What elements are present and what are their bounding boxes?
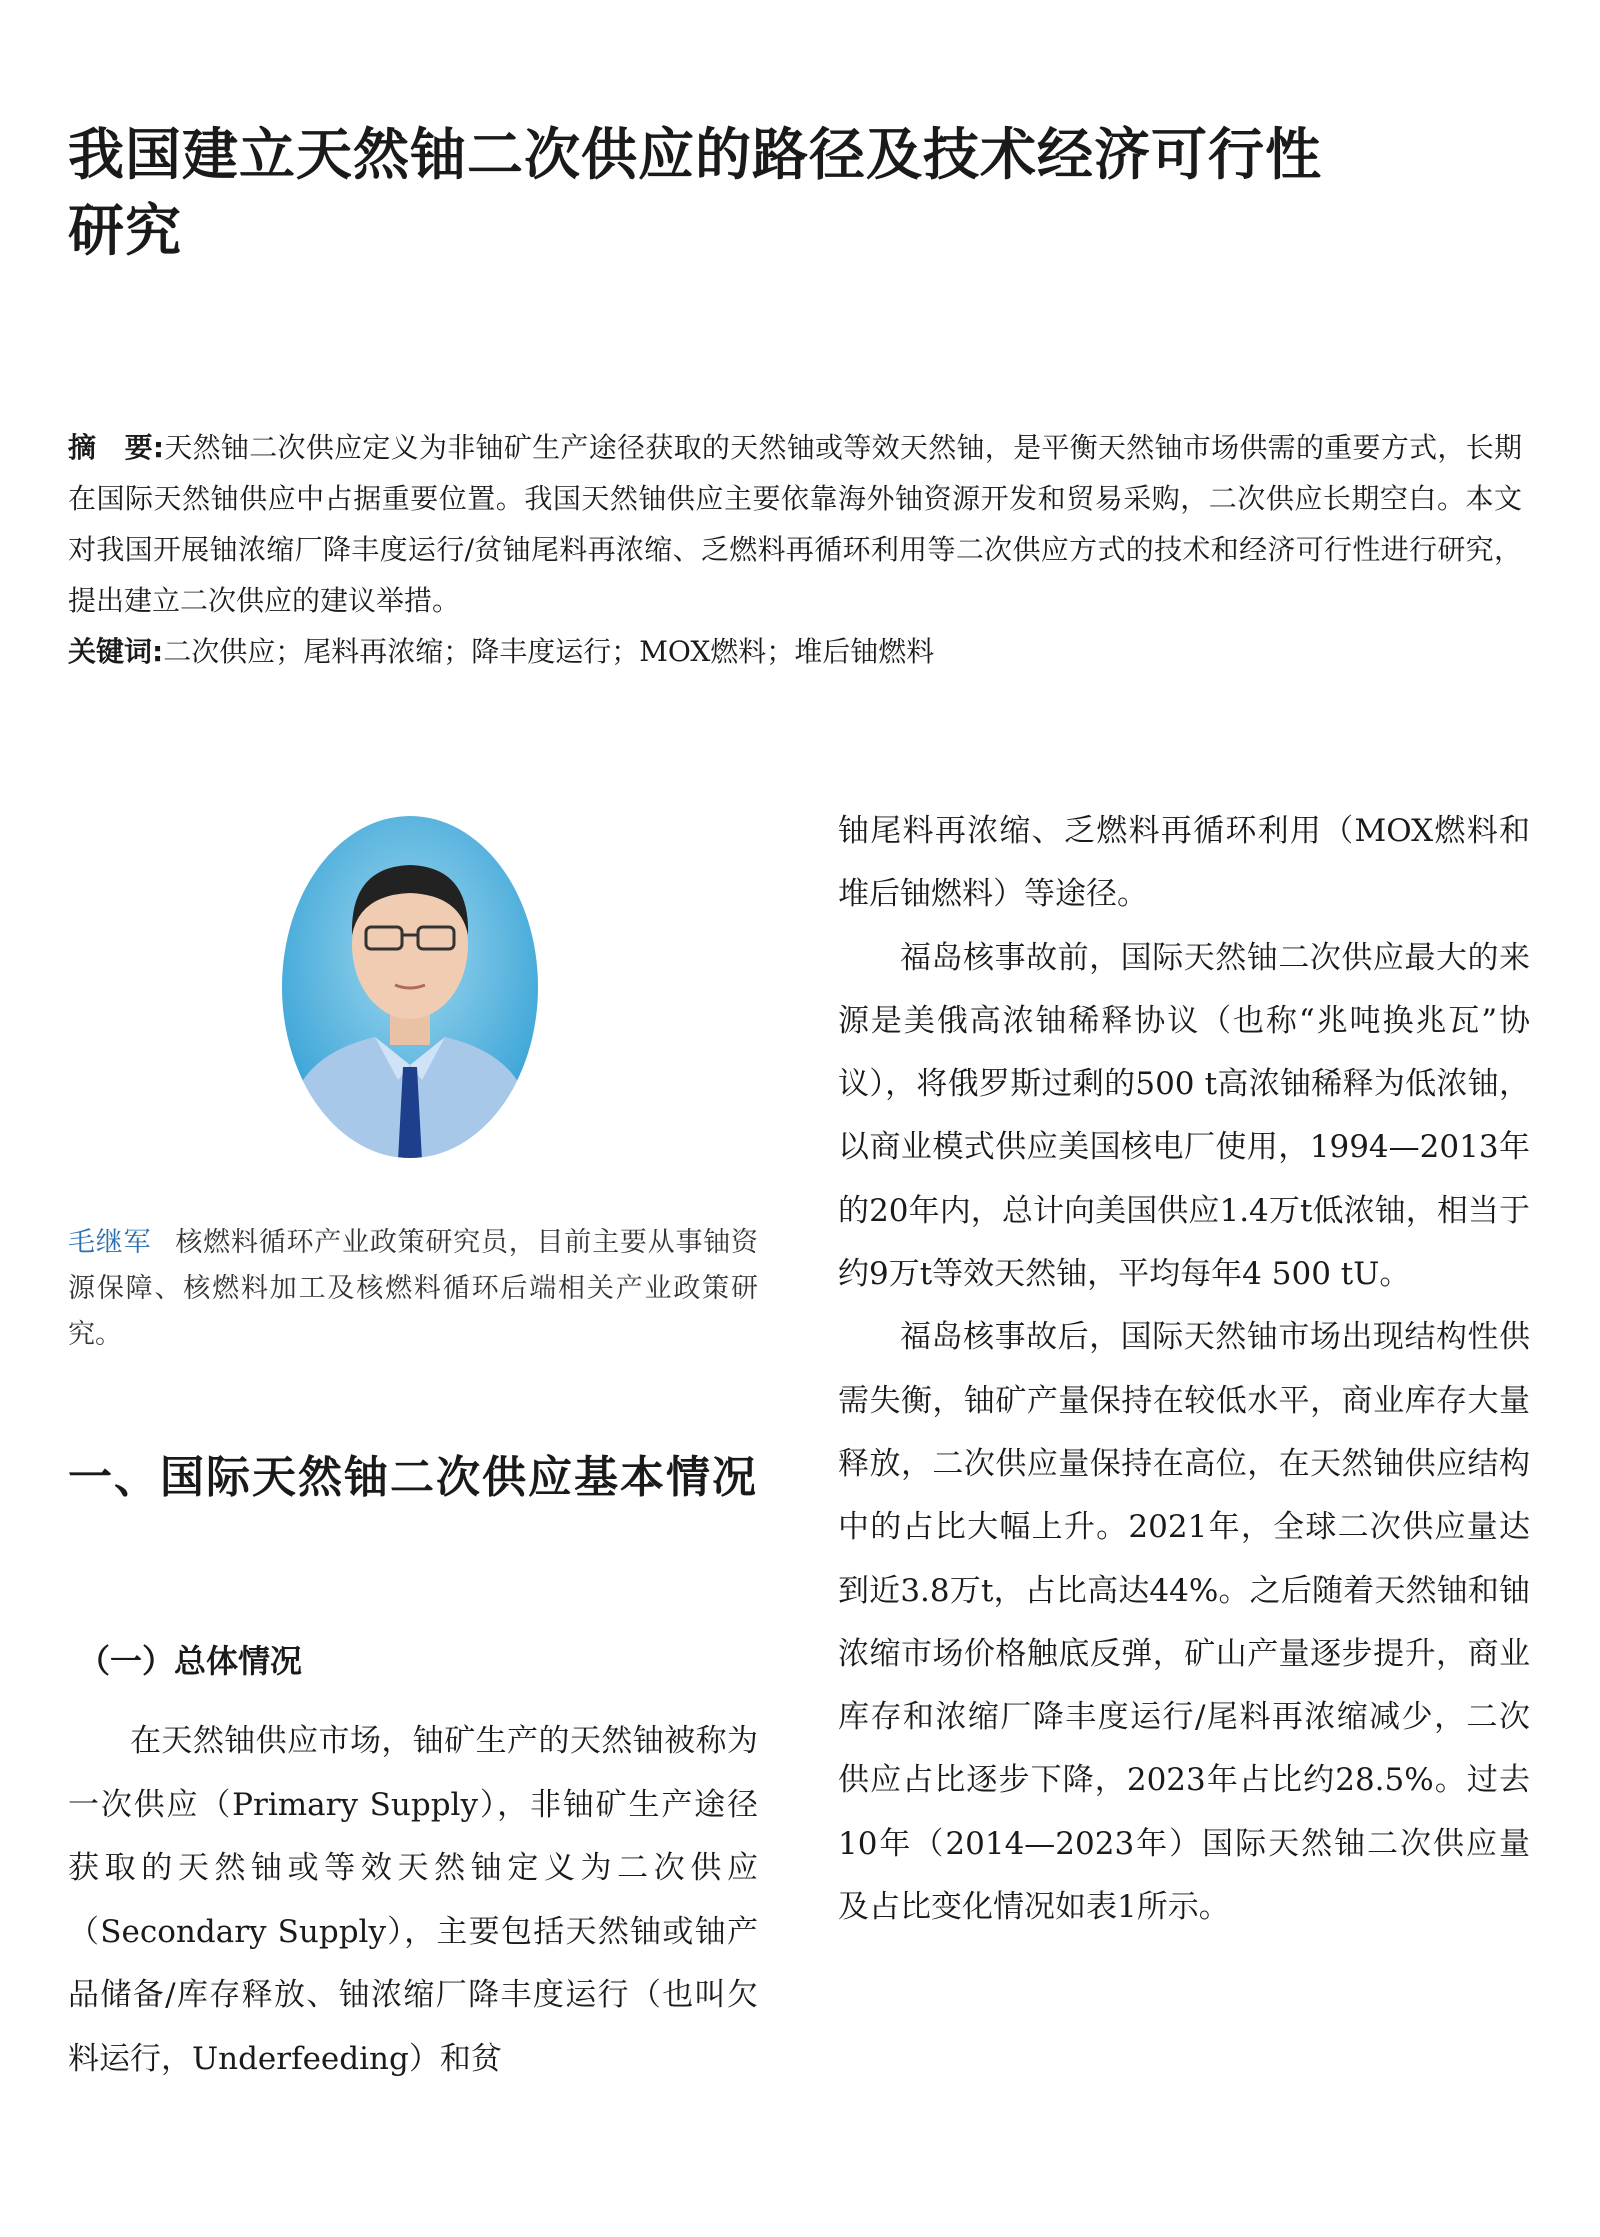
abstract-text: 天然铀二次供应定义为非铀矿生产途径获取的天然铀或等效天然铀，是平衡天然铀市场供需的重要方式，长期在国际天然铀供应中占据重要位置。我国天然铀供应主要依靠海外铀资源开发和贸易采购，二次供应长期空白。本文对我国开展铀浓缩厂降丰度运行/贫铀尾料再浓缩、乏燃料再循环利用等二次供应方式的技术和经济可行性进行研究，提出建立二次供应的建议举措。 — [68, 431, 1522, 617]
article-title-line2: 研究 — [68, 199, 182, 264]
left-column — [68, 1710, 758, 2091]
paragraph: 福岛核事故后，国际天然铀市场出现结构性供需失衡，铀矿产量保持在较低水平，商业库存大量释放，二次供应量保持在高位，在天然铀供应结构中的占比大幅上升。2021年，全球二次供应量达到近3.8万t，占比高达44%。之后随着天然铀和铀浓缩市场价格触底反弹，矿山产量逐步提升，商业库存和浓缩厂降丰度运行/尾料再浓缩减少，二次供应占比逐步下降，2023年占比约28.5%。过去10年（2014—2023年）国际天然铀二次供应量及占比变化情况如表1所示。 — [838, 1319, 1530, 1926]
author-bio-text: 核燃料循环产业政策研究员，目前主要从事铀资源保障、核燃料加工及核燃料循环后端相关产业政策研究。 — [68, 1227, 759, 1350]
author-portrait-image — [280, 815, 540, 1160]
keywords-text: 二次供应；尾料再浓缩；降丰度运行；MOX燃料；堆后铀燃料 — [163, 635, 935, 668]
paragraph: 在天然铀供应市场，铀矿生产的天然铀被称为一次供应（Primary Supply），非铀矿生产途径获取的天然铀或等效天然铀定义为二次供应（Secondary Supply），主要包括天然铀或铀产品储备/库存释放、铀浓缩厂降丰度运行（也叫欠料运行，Underfeeding）和贫 — [68, 1723, 758, 2077]
author-name: 毛继军 — [68, 1227, 152, 1258]
section-heading: 一、国际天然铀二次供应基本情况 — [68, 1452, 758, 1503]
abstract-block — [68, 422, 1522, 677]
right-column — [838, 800, 1530, 1939]
paragraph-continued: 铀尾料再浓缩、乏燃料再循环利用（MOX燃料和堆后铀燃料）等途径。 — [838, 813, 1530, 913]
article-title-line1: 我国建立天然铀二次供应的路径及技术经济可行性 — [68, 123, 1322, 188]
abstract — [68, 422, 1522, 626]
subsection-heading: （一）总体情况 — [78, 1642, 303, 1680]
abstract-label: 摘 要: — [68, 431, 165, 464]
author-portrait — [280, 815, 540, 1160]
article-title — [68, 118, 1468, 270]
keywords — [68, 626, 1522, 677]
paragraph: 福岛核事故前，国际天然铀二次供应最大的来源是美俄高浓铀稀释协议（也称“兆吨换兆瓦”协议），将俄罗斯过剩的500 t高浓铀稀释为低浓铀，以商业模式供应美国核电厂使用，1994—2013年的20年内，总计向美国供应1.4万t低浓铀，相当于约9万t等效天然铀，平均每年4 500 tU。 — [838, 939, 1530, 1293]
keywords-label: 关键词: — [68, 635, 164, 668]
author-bio — [68, 1220, 758, 1358]
